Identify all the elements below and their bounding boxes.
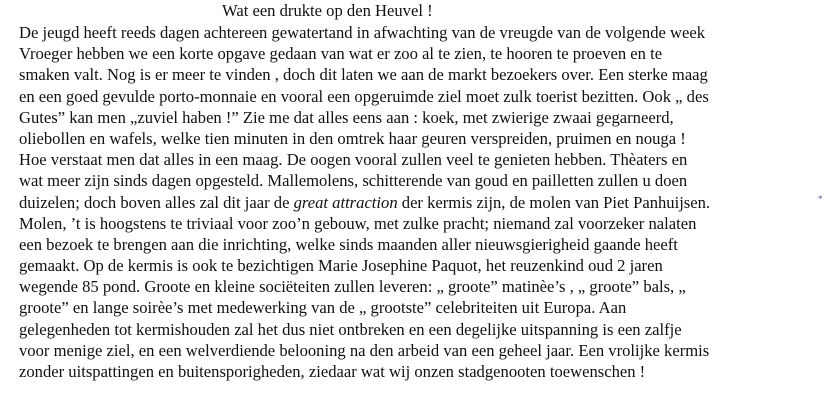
- article-title: Wat een drukte op den Heuvel !: [222, 1, 433, 20]
- text-line: en een goed gevulde porto-monnaie en vooral een opgeruimde ziel moet zulk toerist bezitten. Ook „ des: [19, 86, 709, 106]
- text-line: wegende 85 pond. Groote en kleine sociëteiten zullen leveren: „ groote” matinèe’s , „ groote” bals, „: [19, 277, 686, 297]
- text-line: [19, 192, 824, 213]
- italic-phrase: great attraction: [293, 192, 398, 212]
- text-line: groote” en lange soirèe’s met medewerking van de „ grootste” celebriteiten uit Europa. Aan: [19, 298, 627, 318]
- text-line: gelegenheden tot kermishouden zal het dus niet ontbreken en een degelijke uitspanning is een zalfje: [19, 319, 682, 339]
- text-line: wat meer zijn sinds dagen opgesteld. Mallemolens, schitterende van goud en pailletten zullen u doen: [19, 171, 688, 191]
- article-body: [19, 22, 824, 382]
- text-line: voor menige ziel, en een welverdiende belooning na den arbeid van een geheel jaar. Een vrolijke kermis: [19, 340, 710, 360]
- text-line: gemaakt. Op de kermis is ook te bezichtigen Marie Josephine Paquot, het reuzenkind oud 2 jaren: [19, 256, 663, 276]
- text-line: De jeugd heeft reeds dagen achtereen gewatertand in afwachting van de vreugde van de volgende week: [19, 23, 706, 42]
- text-line: Hoe verstaat men dat alles in een maag. De oogen vooral zullen veel te genieten hebben. Thèaters en: [19, 150, 688, 170]
- text-line: smaken valt. Nog is er meer te vinden , doch dit laten we aan de markt bezoekers over. Een sterke maag: [19, 65, 708, 85]
- text-segment: duizelen; doch boven alles zal dit jaar de: [19, 192, 294, 212]
- text-line: zonder uitspattingen en buitensporigheden, ziedaar wat wij onzen stadgenooten toewenschen !: [19, 362, 646, 381]
- text-line: Gutes” kan men „zuviel haben !” Zie me dat alles eens aan : koek, met zwierige zwaai gegarneerd,: [19, 107, 674, 127]
- text-line: Vroeger hebben we een korte opgave gedaan van wat er zoo al te zien, te hooren te proeven en te: [19, 44, 663, 64]
- text-line: Molen, ’t is hoogstens te triviaal voor zoo’n gebouw, met zulke pracht; niemand zal voorzeker nalaten: [19, 213, 697, 233]
- text-line: oliebollen en wafels, welke tien minuten in den omtrek haar geuren verspreiden, pruimen en nouga !: [19, 128, 686, 148]
- text-segment: der kermis zijn, de molen van Piet Panhuijsen.: [397, 192, 711, 212]
- margin-mark: *: [818, 194, 823, 204]
- text-line: een bezoek te brengen aan die inrichting, welke sinds maanden aller nieuwsgierigheid gaande heeft: [19, 234, 678, 254]
